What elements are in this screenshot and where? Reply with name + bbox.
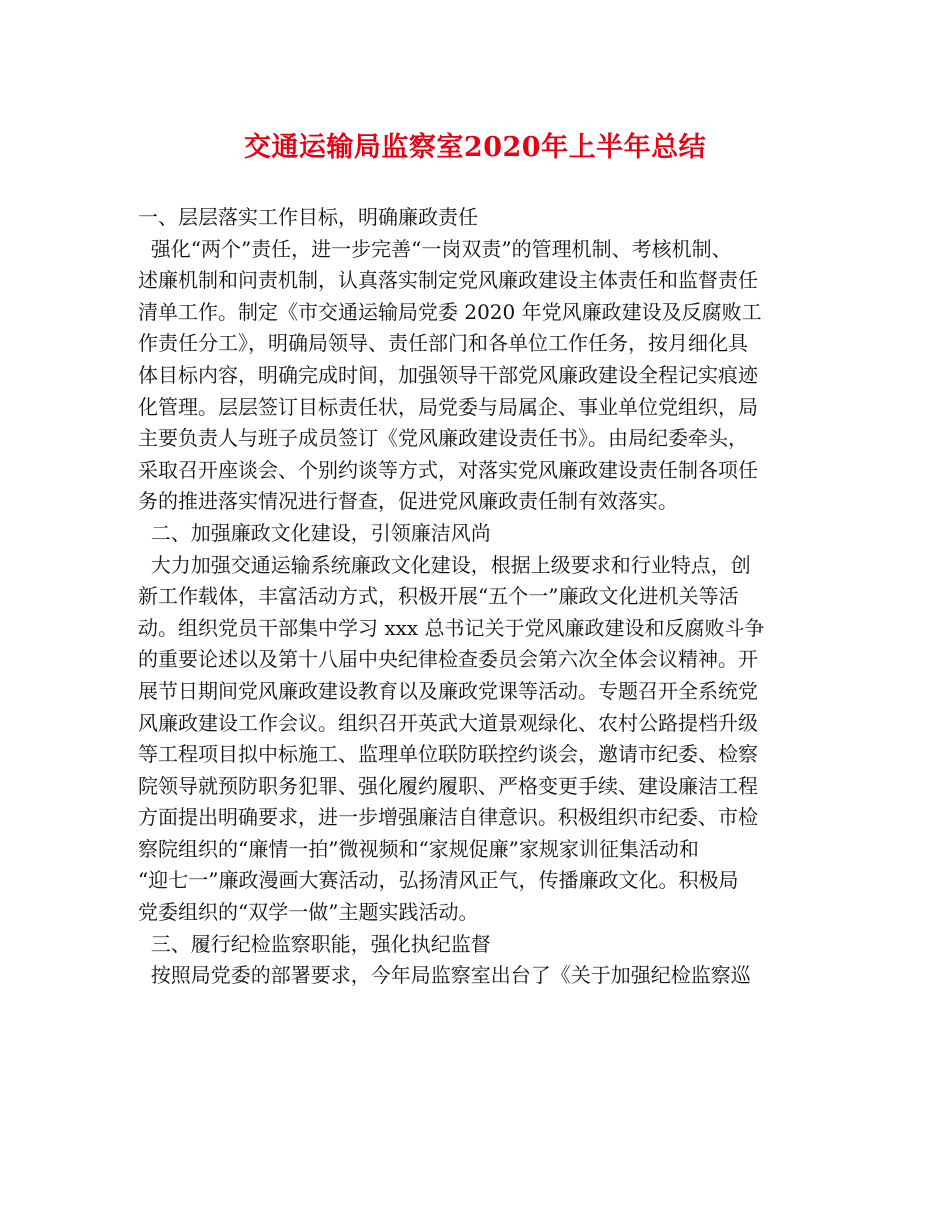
body-line: 一、层层落实工作目标，明确廉政责任 [138, 205, 478, 229]
body-line: 务的推进落实情况进行督查，促进党风廉政责任制有效落实。 [138, 489, 678, 514]
body-line: 作责任分工》，明确局领导、责任部门和各单位工作任务，按月细化具 [138, 331, 748, 356]
body-line: 清单工作。制定《市交通运输局党委 2020 年党风廉政建设及反腐败工 [138, 299, 762, 324]
body-line: “迎七一”廉政漫画大赛活动，弘扬清风正气，传播廉政文化。积极局 [138, 868, 739, 893]
body-line: 体目标内容，明确完成时间，加强领导干部党风廉政建设全程记实痕迹 [138, 362, 758, 387]
body-line: 党委组织的“双学一做”主题实践活动。 [138, 900, 479, 925]
body-line: 动。组织党员干部集中学习 xxx 总书记关于党风廉政建设和反腐败斗争 [138, 615, 765, 640]
body-line: 按照局党委的部署要求，今年局监察室出台了《关于加强纪检监察巡 [138, 963, 751, 988]
body-line: 强化“两个”责任，进一步完善“一岗双责”的管理机制、考核机制、 [138, 236, 732, 261]
body-line: 二、加强廉政文化建设，引领廉洁风尚 [138, 520, 491, 545]
body-line: 述廉机制和问责机制，认真落实制定党风廉政建设主体责任和监督责任 [138, 268, 758, 293]
body-line: 院领导就预防职务犯罪、强化履约履职、严格变更手续、建设廉洁工程 [138, 773, 758, 798]
body-line: 化管理。层层签订目标责任状，局党委与局属企、事业单位党组织，局 [138, 394, 758, 419]
body-line: 大力加强交通运输系统廉政文化建设，根据上级要求和行业特点，创 [138, 552, 751, 577]
body-line: 主要负责人与班子成员签订《党风廉政建设责任书》。由局纪委牵头， [138, 426, 748, 451]
body-line: 展节日期间党风廉政建设教育以及廉政党课等活动。专题召开全系统党 [138, 678, 758, 703]
body-line: 三、履行纪检监察职能，强化执纪监督 [138, 931, 491, 956]
body-line: 风廉政建设工作会议。组织召开英武大道景观绿化、农村公路提档升级 [138, 710, 758, 735]
document-title: 交通运输局监察室2020年上半年总结 [243, 132, 707, 163]
body-line: 新工作载体，丰富活动方式，积极开展“五个一”廉政文化进机关等活 [138, 584, 739, 609]
body-line: 察院组织的“廉情一拍”微视频和“家规促廉”家规家训征集活动和 [138, 836, 699, 861]
body-line: 方面提出明确要求，进一步增强廉洁自律意识。积极组织市纪委、市检 [138, 805, 758, 830]
body-line: 等工程项目拟中标施工、监理单位联防联控约谈会，邀请市纪委、检察 [138, 742, 758, 767]
document-body [138, 202, 828, 992]
body-line: 采取召开座谈会、个别约谈等方式，对落实党风廉政建设责任制各项任 [138, 457, 758, 482]
body-line: 的重要论述以及第十八届中央纪律检查委员会第六次全体会议精神。开 [138, 647, 758, 672]
